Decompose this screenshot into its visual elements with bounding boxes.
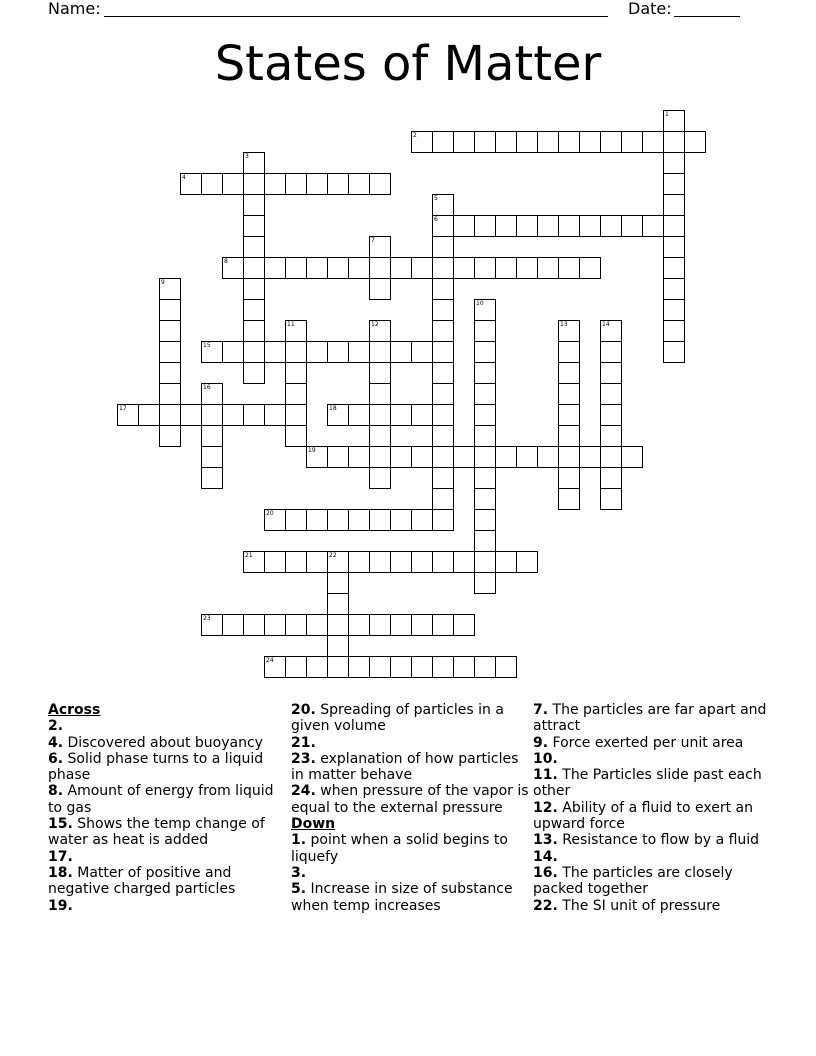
clues-column-1 xyxy=(48,702,288,914)
crossword-cell[interactable] xyxy=(348,656,370,678)
clue-number: 18 xyxy=(329,405,337,412)
crossword-cell[interactable] xyxy=(432,257,454,279)
crossword-cell[interactable] xyxy=(600,362,622,384)
clue-item xyxy=(48,718,288,734)
clues-column-3 xyxy=(533,702,773,914)
crossword-cell[interactable] xyxy=(285,404,307,426)
crossword-cell[interactable] xyxy=(348,509,370,531)
crossword-cell[interactable] xyxy=(369,467,391,489)
crossword-cell[interactable] xyxy=(369,278,391,300)
crossword-cell[interactable] xyxy=(306,341,328,363)
crossword-cell[interactable] xyxy=(495,131,517,153)
clue-text: Discovered about buoyancy xyxy=(63,734,263,751)
crossword-cell[interactable] xyxy=(243,299,265,321)
crossword-cell[interactable] xyxy=(327,257,349,279)
crossword-cell[interactable] xyxy=(453,551,475,573)
crossword-cell[interactable] xyxy=(600,446,622,468)
crossword-cell[interactable] xyxy=(432,467,454,489)
crossword-cell[interactable] xyxy=(390,404,412,426)
crossword-cell[interactable] xyxy=(411,614,433,636)
clue-item xyxy=(48,898,288,914)
crossword-cell[interactable] xyxy=(285,614,307,636)
clue-number-label: 21. xyxy=(291,734,316,751)
clue-number: 4 xyxy=(182,174,186,181)
clue-number: 10 xyxy=(476,300,484,307)
clue-number-label: 17. xyxy=(48,848,73,865)
crossword-cell[interactable] xyxy=(222,341,244,363)
clue-item xyxy=(48,735,288,751)
crossword-cell[interactable] xyxy=(579,215,601,237)
crossword-cell[interactable] xyxy=(663,236,685,258)
crossword-cell[interactable] xyxy=(495,446,517,468)
crossword-cell[interactable] xyxy=(663,173,685,195)
clue-number-label: 22. xyxy=(533,897,558,914)
crossword-cell[interactable] xyxy=(180,404,202,426)
crossword-cell[interactable] xyxy=(243,215,265,237)
crossword-cell[interactable] xyxy=(474,656,496,678)
crossword-cell[interactable] xyxy=(285,341,307,363)
clue-number-label: 19. xyxy=(48,897,73,914)
crossword-cell[interactable] xyxy=(558,362,580,384)
crossword-cell[interactable] xyxy=(432,236,454,258)
crossword-cell[interactable] xyxy=(369,425,391,447)
crossword-cell[interactable] xyxy=(516,551,538,573)
crossword-cell[interactable] xyxy=(537,257,559,279)
clue-number-label: 24. xyxy=(291,783,316,800)
crossword-cell[interactable] xyxy=(306,509,328,531)
crossword-cell[interactable] xyxy=(474,131,496,153)
crossword-cell[interactable] xyxy=(201,467,223,489)
crossword-cell[interactable] xyxy=(474,404,496,426)
crossword-cell[interactable] xyxy=(159,341,181,363)
crossword-cell[interactable] xyxy=(432,509,454,531)
clue-text: Force exerted per unit area xyxy=(548,734,744,751)
crossword-cell[interactable] xyxy=(201,425,223,447)
crossword-cell[interactable] xyxy=(432,404,454,426)
crossword-cell[interactable] xyxy=(411,551,433,573)
crossword-cell[interactable] xyxy=(663,320,685,342)
crossword-cell[interactable] xyxy=(411,404,433,426)
clue-text: point when a solid begins to liquefy xyxy=(291,832,508,865)
crossword-cell[interactable] xyxy=(579,446,601,468)
crossword-cell[interactable] xyxy=(453,215,475,237)
clue-number: 19 xyxy=(308,447,316,454)
crossword-cell[interactable] xyxy=(558,383,580,405)
clue-text: Amount of energy from liquid to gas xyxy=(48,783,274,816)
clue-number: 23 xyxy=(203,615,211,622)
crossword-cell[interactable] xyxy=(306,173,328,195)
crossword-cell[interactable] xyxy=(600,425,622,447)
clue-item xyxy=(533,767,773,800)
crossword-cell[interactable] xyxy=(495,257,517,279)
clue-text: Solid phase turns to a liquid phase xyxy=(48,750,264,784)
clue-number: 13 xyxy=(560,321,568,328)
crossword-cell[interactable] xyxy=(201,173,223,195)
crossword-cell[interactable] xyxy=(432,131,454,153)
crossword-cell[interactable] xyxy=(453,257,475,279)
crossword-cell[interactable] xyxy=(642,131,664,153)
clue-number-label: 23. xyxy=(291,750,316,767)
crossword-cell[interactable] xyxy=(474,320,496,342)
crossword-cell[interactable] xyxy=(369,509,391,531)
clue-item xyxy=(533,849,773,865)
crossword-cell[interactable] xyxy=(285,425,307,447)
crossword-cell[interactable] xyxy=(159,320,181,342)
crossword-cell[interactable] xyxy=(348,551,370,573)
clue-text: Matter of positive and negative charged particles xyxy=(48,864,236,898)
crossword-cell[interactable] xyxy=(390,341,412,363)
crossword-cell[interactable] xyxy=(327,593,349,615)
crossword-cell[interactable] xyxy=(159,404,181,426)
crossword-cell[interactable] xyxy=(390,614,412,636)
crossword-cell[interactable] xyxy=(243,173,265,195)
crossword-cell[interactable] xyxy=(516,257,538,279)
crossword-cell[interactable] xyxy=(243,278,265,300)
crossword-cell[interactable] xyxy=(432,488,454,510)
clue-number-label: 14. xyxy=(533,848,558,865)
crossword-cell[interactable] xyxy=(264,257,286,279)
clue-text: Spreading of particles in a given volume xyxy=(291,702,504,735)
crossword-cell[interactable] xyxy=(264,404,286,426)
clue-item xyxy=(533,702,773,735)
crossword-cell[interactable] xyxy=(432,320,454,342)
clue-item xyxy=(533,898,773,914)
clue-number-label: 5. xyxy=(291,881,307,898)
crossword-cell[interactable] xyxy=(432,614,454,636)
crossword-cell[interactable] xyxy=(348,173,370,195)
clue-item xyxy=(48,783,288,816)
crossword-cell[interactable] xyxy=(243,341,265,363)
crossword-cell[interactable] xyxy=(327,446,349,468)
crossword-cell[interactable] xyxy=(474,341,496,363)
clue-number-label: 11. xyxy=(533,767,558,784)
clue-item xyxy=(291,881,531,914)
crossword-cell[interactable] xyxy=(558,215,580,237)
clue-item xyxy=(48,816,288,849)
crossword-cell[interactable] xyxy=(558,404,580,426)
crossword-cell[interactable] xyxy=(411,656,433,678)
crossword-cell[interactable] xyxy=(285,383,307,405)
crossword-cell[interactable] xyxy=(495,215,517,237)
crossword-cell[interactable] xyxy=(348,341,370,363)
crossword-cell[interactable] xyxy=(495,551,517,573)
clue-number: 17 xyxy=(119,405,127,412)
crossword-cell[interactable] xyxy=(663,215,685,237)
clue-item xyxy=(533,735,773,751)
crossword-cell[interactable] xyxy=(159,299,181,321)
crossword-cell[interactable] xyxy=(243,362,265,384)
crossword-cell[interactable] xyxy=(663,341,685,363)
crossword-cell[interactable] xyxy=(453,131,475,153)
crossword-cell[interactable] xyxy=(579,257,601,279)
clue-item xyxy=(48,865,288,898)
crossword-cell[interactable] xyxy=(306,551,328,573)
clue-item xyxy=(533,751,773,767)
crossword-cell[interactable] xyxy=(558,467,580,489)
clue-number-label: 4. xyxy=(48,734,64,751)
crossword-cell[interactable] xyxy=(558,446,580,468)
crossword-cell[interactable] xyxy=(474,446,496,468)
crossword-cell[interactable] xyxy=(369,656,391,678)
crossword-cell[interactable] xyxy=(369,257,391,279)
crossword-cell[interactable] xyxy=(285,173,307,195)
clue-number-label: 2. xyxy=(48,718,64,735)
crossword-cell[interactable] xyxy=(306,614,328,636)
crossword-cell[interactable] xyxy=(558,257,580,279)
crossword-cell[interactable] xyxy=(432,341,454,363)
crossword-cell[interactable] xyxy=(390,257,412,279)
crossword-cell[interactable] xyxy=(369,446,391,468)
crossword-cell[interactable] xyxy=(243,194,265,216)
crossword-cell[interactable] xyxy=(222,404,244,426)
crossword-cell[interactable] xyxy=(432,446,454,468)
crossword-cell[interactable] xyxy=(474,551,496,573)
crossword-cell[interactable] xyxy=(201,446,223,468)
crossword-cell[interactable] xyxy=(663,278,685,300)
crossword-cell[interactable] xyxy=(558,425,580,447)
crossword-cell[interactable] xyxy=(306,656,328,678)
crossword-cell[interactable] xyxy=(558,341,580,363)
crossword-cell[interactable] xyxy=(348,446,370,468)
clue-number: 5 xyxy=(434,195,438,202)
clue-number: 15 xyxy=(203,342,211,349)
clue-number: 9 xyxy=(161,279,165,286)
crossword-cell[interactable] xyxy=(159,425,181,447)
crossword-cell[interactable] xyxy=(222,173,244,195)
crossword-cell[interactable] xyxy=(600,215,622,237)
name-label: Name: xyxy=(48,0,101,18)
crossword-cell[interactable] xyxy=(663,194,685,216)
crossword-cell[interactable] xyxy=(390,509,412,531)
crossword-cell[interactable] xyxy=(285,656,307,678)
crossword-cell[interactable] xyxy=(600,341,622,363)
clue-number: 1 xyxy=(665,111,669,118)
crossword-cell[interactable] xyxy=(369,404,391,426)
clue-number-label: 18. xyxy=(48,864,73,881)
crossword-cell[interactable] xyxy=(264,173,286,195)
crossword-cell[interactable] xyxy=(327,173,349,195)
clue-number: 22 xyxy=(329,552,337,559)
clue-number: 24 xyxy=(266,657,274,664)
clue-text: Ability of a fluid to exert an upward force xyxy=(533,799,753,833)
crossword-cell[interactable] xyxy=(327,635,349,657)
crossword-cell[interactable] xyxy=(243,614,265,636)
clue-text: The particles are closely packed together xyxy=(533,864,733,898)
crossword-cell[interactable] xyxy=(600,383,622,405)
crossword-cell[interactable] xyxy=(600,467,622,489)
crossword-cell[interactable] xyxy=(264,614,286,636)
clue-number: 21 xyxy=(245,552,253,559)
clue-number-label: 10. xyxy=(533,750,558,767)
crossword-cell[interactable] xyxy=(432,278,454,300)
crossword-cell[interactable] xyxy=(327,572,349,594)
crossword-cell[interactable] xyxy=(432,551,454,573)
crossword-cell[interactable] xyxy=(369,551,391,573)
crossword-cell[interactable] xyxy=(474,257,496,279)
crossword-cell[interactable] xyxy=(600,131,622,153)
clue-number: 8 xyxy=(224,258,228,265)
crossword-cell[interactable] xyxy=(642,215,664,237)
crossword-cell[interactable] xyxy=(264,341,286,363)
crossword-cell[interactable] xyxy=(516,446,538,468)
crossword-cell[interactable] xyxy=(621,215,643,237)
clue-number-label: 3. xyxy=(291,864,307,881)
crossword-cell[interactable] xyxy=(369,173,391,195)
crossword-cell[interactable] xyxy=(663,152,685,174)
clue-item xyxy=(48,751,288,784)
crossword-cell[interactable] xyxy=(600,488,622,510)
crossword-cell[interactable] xyxy=(285,362,307,384)
crossword-cell[interactable] xyxy=(474,572,496,594)
crossword-cell[interactable] xyxy=(411,509,433,531)
crossword-cell[interactable] xyxy=(411,446,433,468)
crossword-cell[interactable] xyxy=(453,656,475,678)
crossword-cell[interactable] xyxy=(201,404,223,426)
crossword-cell[interactable] xyxy=(327,341,349,363)
crossword-cell[interactable] xyxy=(369,341,391,363)
crossword-cell[interactable] xyxy=(474,509,496,531)
crossword-cell[interactable] xyxy=(285,509,307,531)
clue-number: 7 xyxy=(371,237,375,244)
crossword-cell[interactable] xyxy=(411,341,433,363)
clue-item xyxy=(291,832,531,865)
clue-number-label: 1. xyxy=(291,832,307,849)
clue-item xyxy=(291,735,531,751)
crossword-cell[interactable] xyxy=(159,383,181,405)
crossword-cell[interactable] xyxy=(138,404,160,426)
clue-number: 3 xyxy=(245,153,249,160)
crossword-cell[interactable] xyxy=(159,362,181,384)
crossword-cell[interactable] xyxy=(285,551,307,573)
crossword-cell[interactable] xyxy=(432,656,454,678)
crossword-cell[interactable] xyxy=(537,446,559,468)
crossword-cell[interactable] xyxy=(453,614,475,636)
clues-column-2 xyxy=(291,702,531,914)
page-title: States of Matter xyxy=(214,36,602,92)
clue-item xyxy=(533,800,773,833)
crossword-cell[interactable] xyxy=(432,299,454,321)
clue-item xyxy=(291,751,531,784)
clue-text: The Particles slide past each other xyxy=(533,767,762,800)
clue-number: 12 xyxy=(371,321,379,328)
crossword-cell[interactable] xyxy=(411,257,433,279)
clue-text: The SI unit of pressure xyxy=(557,897,721,914)
crossword-cell[interactable] xyxy=(327,614,349,636)
crossword-cell[interactable] xyxy=(558,488,580,510)
crossword-cell[interactable] xyxy=(474,425,496,447)
date-label: Date: xyxy=(628,0,672,18)
clue-number: 2 xyxy=(413,132,417,139)
clue-number-label: 8. xyxy=(48,783,64,800)
crossword-cell[interactable] xyxy=(579,131,601,153)
crossword-cell[interactable] xyxy=(390,551,412,573)
crossword-cell[interactable] xyxy=(621,446,643,468)
crossword-cell[interactable] xyxy=(348,404,370,426)
crossword-cell[interactable] xyxy=(684,131,706,153)
crossword-cell[interactable] xyxy=(495,656,517,678)
crossword-cell[interactable] xyxy=(285,257,307,279)
crossword-cell[interactable] xyxy=(432,425,454,447)
crossword-cell[interactable] xyxy=(474,383,496,405)
crossword-cell[interactable] xyxy=(537,215,559,237)
crossword-cell[interactable] xyxy=(348,614,370,636)
crossword-cell[interactable] xyxy=(243,236,265,258)
crossword-cell[interactable] xyxy=(432,362,454,384)
clue-text: Resistance to flow by a fluid xyxy=(557,832,760,849)
crossword-cell[interactable] xyxy=(243,404,265,426)
clue-item xyxy=(291,702,531,735)
clue-number: 11 xyxy=(287,321,295,328)
crossword-cell[interactable] xyxy=(663,131,685,153)
crossword-cell[interactable] xyxy=(348,257,370,279)
clue-number: 6 xyxy=(434,216,438,223)
clue-item xyxy=(291,865,531,881)
crossword-cell[interactable] xyxy=(474,530,496,552)
crossword-cell[interactable] xyxy=(327,656,349,678)
crossword-cell[interactable] xyxy=(558,131,580,153)
crossword-cell[interactable] xyxy=(516,131,538,153)
clue-item xyxy=(291,783,531,816)
crossword-cell[interactable] xyxy=(663,257,685,279)
crossword-cell[interactable] xyxy=(600,404,622,426)
clue-text: Shows the temp change of water as heat is added xyxy=(48,816,265,849)
clue-text: The particles are far apart and attract xyxy=(533,702,767,735)
clue-number-label: 20. xyxy=(291,702,316,718)
crossword-cell[interactable] xyxy=(327,509,349,531)
clue-text: Increase in size of substance when temp increases xyxy=(291,881,513,914)
crossword-cell[interactable] xyxy=(264,551,286,573)
clue-number-label: 12. xyxy=(533,799,558,816)
crossword-cell[interactable] xyxy=(621,131,643,153)
crossword-cell[interactable] xyxy=(390,446,412,468)
clue-number: 20 xyxy=(266,510,274,517)
crossword-cell[interactable] xyxy=(243,320,265,342)
crossword-cell[interactable] xyxy=(243,257,265,279)
clue-number-label: 13. xyxy=(533,832,558,849)
clue-item xyxy=(48,849,288,865)
crossword-cell[interactable] xyxy=(453,446,475,468)
crossword-cell[interactable] xyxy=(663,299,685,321)
clue-section-heading: Across xyxy=(48,702,101,718)
crossword-cell[interactable] xyxy=(474,467,496,489)
clue-section-heading: Down xyxy=(291,816,336,833)
crossword-cell[interactable] xyxy=(537,131,559,153)
crossword-cell[interactable] xyxy=(432,383,454,405)
crossword-cell[interactable] xyxy=(369,362,391,384)
crossword-cell[interactable] xyxy=(474,215,496,237)
crossword-cell[interactable] xyxy=(390,656,412,678)
clue-number-label: 7. xyxy=(533,702,549,718)
clue-number-label: 16. xyxy=(533,864,558,881)
crossword-cell[interactable] xyxy=(516,215,538,237)
crossword-cell[interactable] xyxy=(474,362,496,384)
crossword-cell[interactable] xyxy=(474,488,496,510)
clue-text: when pressure of the vapor is equal to the external pressure xyxy=(291,783,529,816)
clue-item xyxy=(533,832,773,848)
clue-text: explanation of how particles in matter behave xyxy=(291,750,519,784)
clue-number: 16 xyxy=(203,384,211,391)
clue-number-label: 9. xyxy=(533,734,549,751)
crossword-cell[interactable] xyxy=(222,614,244,636)
crossword-cell[interactable] xyxy=(369,614,391,636)
clue-number-label: 6. xyxy=(48,750,64,767)
crossword-cell[interactable] xyxy=(306,257,328,279)
clue-number: 14 xyxy=(602,321,610,328)
clue-number-label: 15. xyxy=(48,816,73,833)
crossword-cell[interactable] xyxy=(369,383,391,405)
clue-item xyxy=(533,865,773,898)
